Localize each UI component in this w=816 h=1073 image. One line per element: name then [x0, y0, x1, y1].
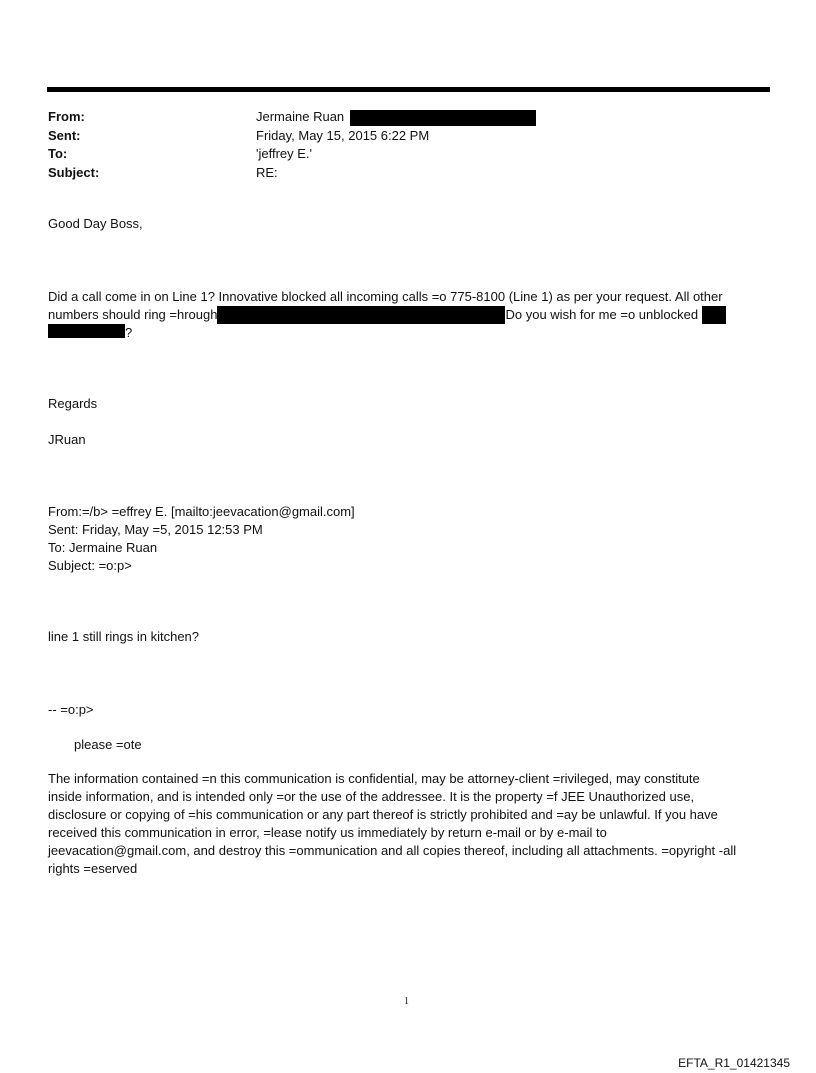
body-line-2-start: numbers should ring =hrough: [48, 307, 218, 322]
quoted-to: To: Jermaine Ruan: [48, 540, 158, 555]
from-row: [48, 108, 536, 127]
subject-value: RE:: [256, 164, 278, 180]
from-name: Jermaine Ruan: [256, 109, 345, 124]
bates-number: EFTA_R1_01421345: [678, 1056, 790, 1070]
quoted-message: line 1 still rings in kitchen?: [48, 629, 200, 644]
to-label: To:: [48, 146, 68, 161]
quoted-sent: Sent: Friday, May =5, 2015 12:53 PM: [48, 522, 263, 537]
sent-label: Sent:: [48, 127, 81, 143]
disclaimer-line-4: received this communication in error, =lease notify us immediately by return e-mail or by e-mail to: [48, 825, 607, 840]
from-label: From:: [48, 109, 85, 124]
signature: JRuan: [48, 432, 86, 447]
closing: Regards: [48, 396, 98, 411]
body-line-3: [48, 324, 768, 342]
quoted-from: From:=/b> =effrey E. [mailto:jeevacation@gmail.com]: [48, 504, 355, 519]
quoted-subject: Subject: =o:p>: [48, 558, 132, 573]
body-line-1: Did a call come in on Line 1? Innovative blocked all incoming calls =o 775-8100 (Line 1) as per your request. All other: [48, 289, 723, 304]
redaction-number-part2: [48, 324, 125, 338]
disclaimer-line-2: inside information, and is intended only =or the use of the addressee. It is the property =f JEE Unauthorized use,: [48, 789, 695, 804]
signature-separator: -- =o:p>: [48, 702, 94, 717]
disclaimer-line-3: disclosure or copying of =his communication or any part thereof is strictly prohibited and =ay be unlawful. If you have: [48, 807, 718, 822]
disclaimer-line-1: The information contained =n this communication is confidential, may be attorney-client =rivileged, may constitute: [48, 771, 700, 786]
disclaimer: [48, 770, 773, 878]
disclaimer-line-6: rights =eserved: [48, 861, 138, 876]
quoted-header: [48, 503, 355, 575]
please-note: please =ote: [74, 737, 142, 752]
body-line-2: [48, 306, 768, 324]
to-row: [48, 145, 536, 164]
to-value: 'jeffrey E.': [256, 146, 313, 161]
subject-label: Subject:: [48, 164, 100, 180]
greeting: Good Day Boss,: [48, 216, 143, 231]
disclaimer-line-5: jeevacation@gmail.com, and destroy this =ommunication and all copies thereof, including all attachments. =opyright -all: [48, 843, 737, 858]
from-value: [256, 108, 536, 127]
message-body: [48, 288, 768, 342]
redaction-phone-line: [217, 306, 505, 324]
body-line-2-end: Do you wish for me =o unblocked: [505, 307, 699, 322]
sent-value: Friday, May 15, 2015 6:22 PM: [256, 127, 430, 143]
redaction-from-email: [350, 110, 536, 126]
redaction-number-part1: [702, 306, 726, 324]
header-rule: [47, 87, 770, 92]
subject-row: [48, 164, 536, 183]
email-header: [48, 108, 536, 182]
page-number: 1: [404, 996, 409, 1007]
sent-row: [48, 127, 536, 146]
body-line-3-end: ?: [125, 325, 133, 340]
